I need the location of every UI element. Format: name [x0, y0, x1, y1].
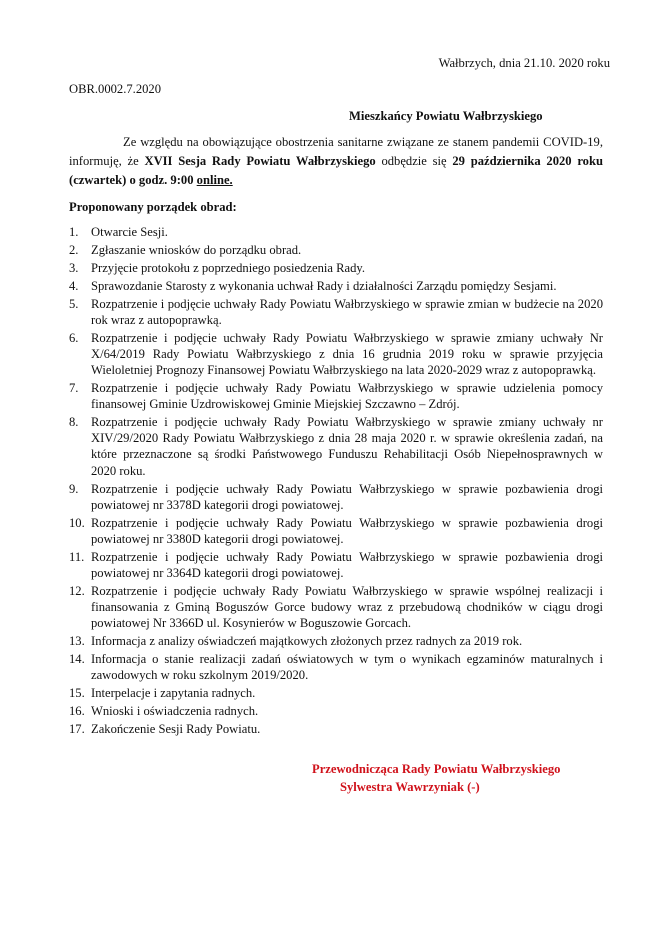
- agenda-item-number: 6.: [69, 331, 79, 346]
- addressee: Mieszkańcy Powiatu Wałbrzyskiego: [349, 109, 543, 123]
- agenda-item: [69, 260, 603, 276]
- agenda-item-text: Zakończenie Sesji Rady Powiatu.: [91, 721, 261, 736]
- agenda-item-text: Rozpatrzenie i podjęcie uchwały Rady Powiatu Wałbrzyskiego w sprawie wspólnej realizacji i finansowania z Gminą Boguszów Gorce budowy wraz z przebudową chodników w ciągu drogi powiatowej Nr 3366D ul. Kosynierów w Boguszowie Gorcach.: [91, 583, 603, 630]
- agenda-item-number: 17.: [69, 721, 85, 736]
- agenda-item: [69, 380, 603, 412]
- agenda-item-text: Rozpatrzenie i podjęcie uchwały Rady Powiatu Wałbrzyskiego w sprawie zmiany uchwały nr XIV/29/2020 Rady Powiatu Wałbrzyskiego z dnia 28 maja 2020 r. w sprawie określenia zadań, na które przeznaczone są środki Państwowego Funduszu Rehabilitacji Osób Niepełnosprawnych w 2020 roku.: [91, 415, 603, 478]
- agenda-item-number: 9.: [69, 481, 79, 496]
- agenda-item: [69, 721, 603, 737]
- agenda-item-number: 7.: [69, 381, 79, 396]
- document-reference-number: OBR.0002.7.2020: [69, 82, 162, 96]
- agenda-item-number: 13.: [69, 633, 85, 648]
- agenda-item: [69, 330, 603, 378]
- agenda-item-number: 8.: [69, 415, 79, 430]
- agenda-item-number: 5.: [69, 296, 79, 311]
- agenda-item-text: Informacja o stanie realizacji zadań oświatowych w tym o wynikach egzaminów maturalnych i zawodowych w roku szkolnym 2019/2020.: [91, 651, 603, 683]
- agenda-item-text: Rozpatrzenie i podjęcie uchwały Rady Powiatu Wałbrzyskiego w sprawie pozbawienia drogi powiatowej nr 3380D kategorii drogi powiatowej.: [91, 515, 603, 546]
- agenda-item: [69, 481, 603, 513]
- agenda-item: [69, 242, 603, 258]
- agenda-item-number: 2.: [69, 242, 79, 257]
- agenda-item: [69, 224, 603, 240]
- agenda-item: [69, 296, 603, 328]
- session-name: XVII Sesja Rady Powiatu Wałbrzyskiego: [144, 154, 376, 168]
- agenda-item: [69, 549, 603, 581]
- signature-block: [312, 760, 560, 796]
- agenda-item-text: Wnioski i oświadczenia radnych.: [91, 703, 259, 718]
- agenda-item-number: 4.: [69, 278, 79, 293]
- agenda-item: [69, 703, 603, 719]
- agenda-item-text: Rozpatrzenie i podjęcie uchwały Rady Powiatu Wałbrzyskiego w sprawie pozbawienia drogi powiatowej nr 3364D kategorii drogi powiatowej.: [91, 549, 603, 580]
- agenda-item-text: Rozpatrzenie i podjęcie uchwały Rady Powiatu Wałbrzyskiego w sprawie zmiany uchwały Nr X/64/2019 Rady Powiatu Wałbrzyskiego z dnia 16 grudnia 2019 roku w sprawie przyjęcia Wieloletniej Prognozy Finansowej Powiatu Wałbrzyskiego na lata 2020-2029 wraz z autopoprawką.: [91, 331, 603, 378]
- agenda-item: [69, 633, 603, 649]
- intro-text-1: Ze względu na obowiązujące obostrzenia sanitarne związane ze stanem pandemii COVID-19, informuję, że: [69, 135, 603, 168]
- agenda-item-text: Otwarcie Sesji.: [91, 225, 168, 239]
- session-datetime: 29 października 2020 roku (czwartek) o godz. 9:00: [69, 154, 603, 187]
- agenda-item-text: Rozpatrzenie i podjęcie uchwały Rady Powiatu Wałbrzyskiego w sprawie pozbawienia drogi powiatowej nr 3378D kategorii drogi powiatowej.: [91, 481, 603, 512]
- agenda-item: [69, 515, 603, 547]
- agenda-item: [69, 278, 603, 294]
- agenda-item-text: Informacja z analizy oświadczeń majątkowych złożonych przez radnych za 2019 rok.: [91, 633, 523, 648]
- agenda-item-text: Rozpatrzenie i podjęcie uchwały Rady Powiatu Wałbrzyskiego w sprawie udzielenia pomocy finansowej Gminie Uzdrowiskowej Gminie Miejskiej Szczawno – Zdrój.: [91, 381, 603, 412]
- agenda-item-text: Zgłaszanie wniosków do porządku obrad.: [91, 242, 302, 257]
- agenda-item-number: 16.: [69, 703, 85, 718]
- agenda-list: [69, 224, 603, 739]
- agenda-item-text: Interpelacje i zapytania radnych.: [91, 686, 256, 700]
- agenda-item: [69, 685, 603, 701]
- agenda-item: [69, 414, 603, 478]
- agenda-item-text: Przyjęcie protokołu z poprzedniego posiedzenia Rady.: [91, 260, 366, 275]
- document-date: Wałbrzych, dnia 21.10. 2020 roku: [438, 56, 610, 70]
- intro-paragraph: [69, 133, 603, 190]
- agenda-item-number: 11.: [69, 549, 85, 564]
- agenda-title: Proponowany porządek obrad:: [69, 200, 237, 214]
- agenda-item: [69, 651, 603, 683]
- signature-title: Przewodnicząca Rady Powiatu Wałbrzyskiego: [312, 762, 561, 776]
- agenda-item-number: 12.: [69, 583, 85, 598]
- agenda-item-number: 1.: [69, 225, 79, 239]
- intro-text-2: odbędzie się: [375, 154, 453, 168]
- agenda-item-text: Sprawozdanie Starosty z wykonania uchwał Rady i działalności Zarządu pomiędzy Sesjami.: [91, 278, 557, 293]
- agenda-item-number: 14.: [69, 651, 85, 666]
- agenda-item: [69, 583, 603, 631]
- agenda-item-number: 15.: [69, 686, 85, 700]
- signature-name: Sylwestra Wawrzyniak (-): [340, 780, 480, 794]
- agenda-item-text: Rozpatrzenie i podjęcie uchwały Rady Powiatu Wałbrzyskiego w sprawie zmian w budżecie na 2020 rok wraz z autopoprawką.: [91, 296, 603, 328]
- session-mode: online.: [196, 173, 233, 187]
- agenda-item-number: 3.: [69, 260, 79, 275]
- agenda-item-number: 10.: [69, 515, 85, 530]
